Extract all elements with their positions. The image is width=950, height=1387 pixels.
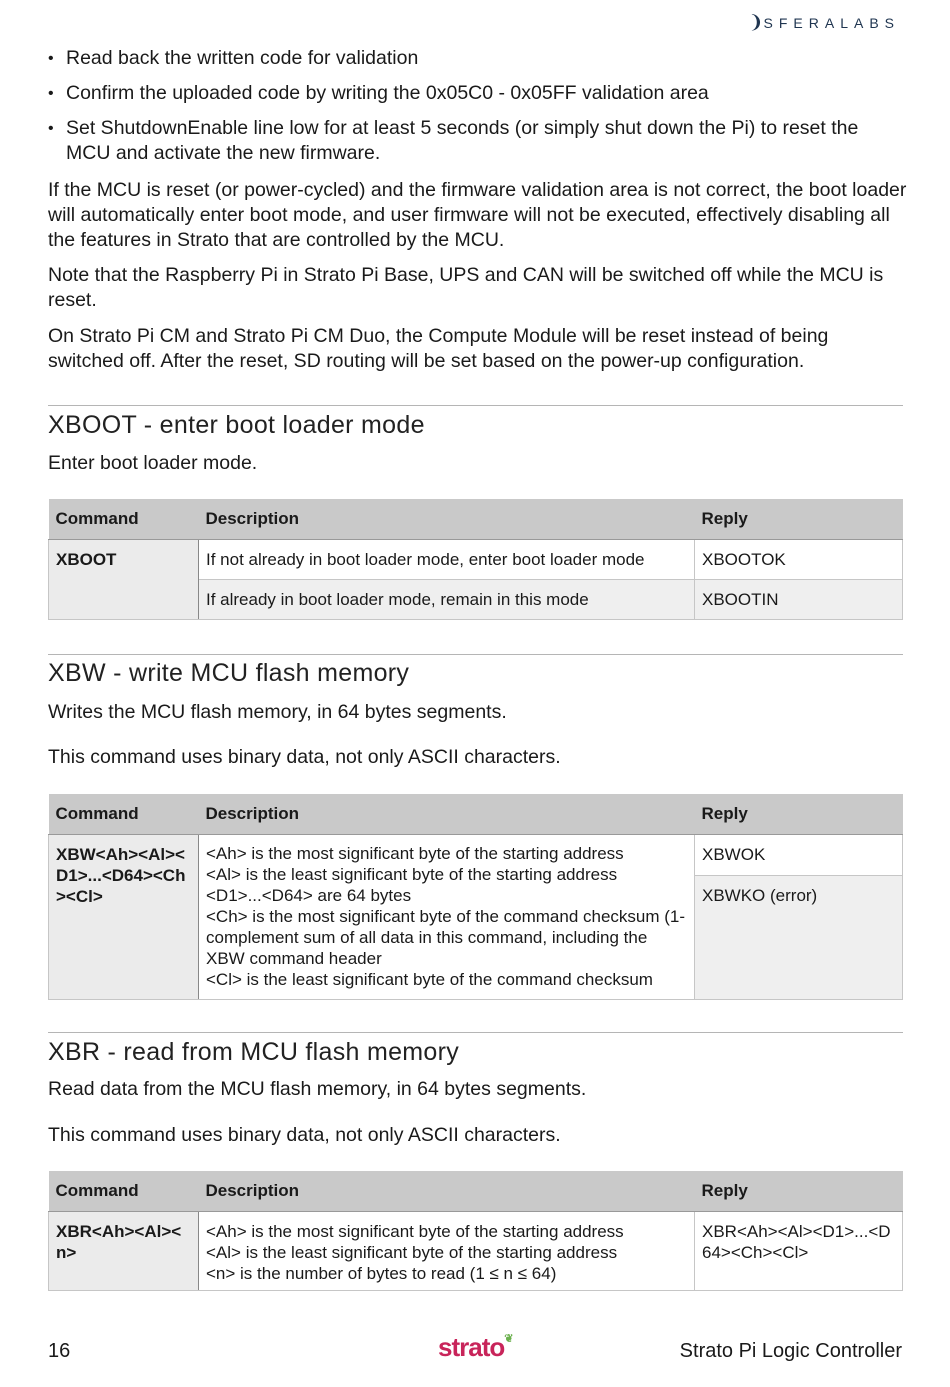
command-cell: XBOOT [49,540,199,620]
list-item: • Set ShutdownEnable line low for at least 5 seconds (or simply shut down the Pi) to reset the MCU and activate the new firmware. [48,116,908,166]
description-cell: If already in boot loader mode, remain in this mode [199,580,695,620]
command-cell: XBR<Ah><Al><n> [49,1212,199,1291]
table-row [49,1212,903,1291]
header-reply: Reply [695,499,903,540]
section-note: This command uses binary data, not only ASCII characters. [48,746,561,768]
reply-cell: XBWKO (error) [695,876,903,1000]
divider [48,654,903,655]
divider [48,405,903,406]
logo-swoosh-icon: ❩ [748,12,764,32]
table-row [49,835,903,876]
header-command: Command [49,794,199,835]
paragraph: If the MCU is reset (or power-cycled) and the firmware validation area is not correct, the boot loader will automatically enter boot mode, and user firmware will not be executed, effectively disabling all the features in Strato that are controlled by the MCU. [48,179,907,251]
section-description: Writes the MCU flash memory, in 64 bytes segments. [48,701,507,723]
xboot-table [48,499,903,620]
section-note: This command uses binary data, not only ASCII characters. [48,1124,561,1146]
header-description: Description [199,1171,695,1212]
strato-logo: strato❦ [438,1332,513,1362]
header-reply: Reply [695,794,903,835]
section-title: XBW - write MCU flash memory [48,659,410,687]
xbw-table [48,794,903,1000]
header-command: Command [49,499,199,540]
table-header-row [49,499,903,540]
page-number: 16 [48,1340,71,1362]
document-title: Strato Pi Logic Controller [679,1340,902,1362]
section-title: XBR - read from MCU flash memory [48,1038,460,1066]
command-cell: XBW<Ah><Al><D1>...<D64><Ch><Cl> [49,835,199,1000]
header-reply: Reply [695,1171,903,1212]
sferalabs-logo: ❩SFERALABS [748,12,900,32]
reply-cell: XBOOTOK [695,540,903,580]
list-item: • Confirm the uploaded code by writing the 0x05C0 - 0x05FF validation area [48,81,908,106]
section-description: Read data from the MCU flash memory, in 64 bytes segments. [48,1078,587,1100]
divider [48,1032,903,1033]
header-description: Description [199,499,695,540]
description-cell: <Ah> is the most significant byte of the starting address <Al> is the least significant byte of the starting address <n> is the number of bytes to read (1 ≤ n ≤ 64) [199,1212,695,1291]
section-description: Enter boot loader mode. [48,452,258,474]
table-header-row [49,1171,903,1212]
reply-cell: XBOOTIN [695,580,903,620]
reply-cell: XBR<Ah><Al><D1>...<D64><Ch><Cl> [695,1212,903,1291]
paragraph: On Strato Pi CM and Strato Pi CM Duo, the Compute Module will be reset instead of being switched off. After the reset, SD routing will be set based on the power-up configuration. [48,325,829,372]
table-header-row [49,794,903,835]
section-title: XBOOT - enter boot loader mode [48,411,425,439]
description-cell: <Ah> is the most significant byte of the starting address <Al> is the least significant byte of the starting address <D1>...<D64> are 64 bytes <Ch> is the most significant byte of the command checksum (1-complement sum of all data in this command, including the XBW command header <Cl> is the least significant byte of the command checksum [199,835,695,1000]
xbr-table [48,1171,903,1291]
reply-cell: XBWOK [695,835,903,876]
leaf-icon: ❦ [504,1333,513,1345]
bullet-list [48,46,908,176]
description-cell: If not already in boot loader mode, enter boot loader mode [199,540,695,580]
table-row [49,540,903,580]
paragraph: Note that the Raspberry Pi in Strato Pi Base, UPS and CAN will be switched off while the MCU is reset. [48,264,884,311]
list-item: • Read back the written code for validation [48,46,908,71]
header-description: Description [199,794,695,835]
header-command: Command [49,1171,199,1212]
